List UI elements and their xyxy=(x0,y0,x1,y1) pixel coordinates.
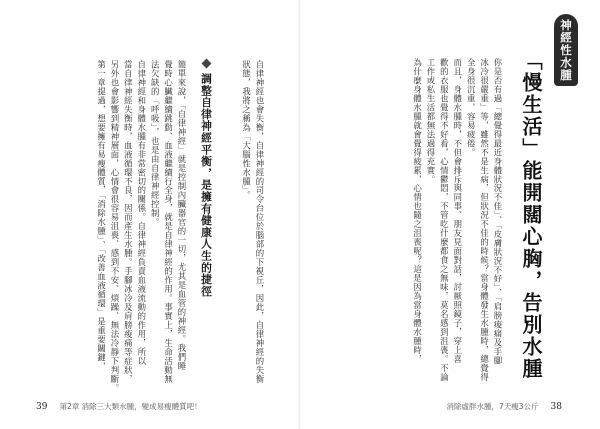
diamond-bullet-icon xyxy=(201,59,211,69)
left-main-text xyxy=(94,60,188,393)
right-page xyxy=(300,0,600,429)
text-line: 工作或私生活都無法過得充實。 xyxy=(425,58,436,184)
section-heading xyxy=(199,60,214,297)
text-line: 覺時心臟繼續跳動、血液繼續行全身，就是自律神經的作用。事實上，生命活動無 xyxy=(163,60,174,384)
running-footer: 消除虛胖水腫，7天瘦3公斤 xyxy=(446,402,539,411)
text-line: 冰冷很嚴重」等，雖然不是生病，但狀況不佳的時候？當身體發生水腫時，總覺得 xyxy=(479,58,490,382)
text-line: 而且，身體水腫時，不但會排斥與同事、朋友見面對話，討厭照鏡子，穿上喜 xyxy=(452,58,463,364)
right-body-text xyxy=(410,58,504,382)
text-line: 第一章提過，想要擁有易瘦體質，「消除水腫」、「改善血液循環」是重要關鍵， xyxy=(96,60,107,372)
running-footer: 第2章 消除三大類水腫，變成易瘦體質吧！ xyxy=(59,402,202,411)
text-line: 另外也會影響到精神層面，心情會很容易沮喪、感到不安、煩躁、無法冷靜下判斷。 xyxy=(109,60,120,393)
text-line: 你是否有過「總覺得最近身體狀況不佳」、「皮膚狀況不好」、「肩膀痠痛及手腳 xyxy=(493,58,503,365)
text-line: 當自律神經失衡時，血液循環不良，因而產生水腫。手腳冰冷及肩膀痠痛等症狀， xyxy=(123,60,134,384)
left-footer xyxy=(36,401,202,412)
chapter-title: 「慢生活」能開闊心胸，告別水腫 xyxy=(519,50,543,380)
text-line: 簡單來說，「自律神經」就是控制內臟器官的一切，尤其是血管的神經。我們睡 xyxy=(177,60,187,371)
text-line: 為什麼身體水腫就會覺得疲累，心情也隨之沮喪呢？這是因為當身體水腫時， xyxy=(412,58,423,364)
text-line: 歡的衣服也覺得不好看，心情鬱悶，不管吃什麼都食之無味，莫名感到沮喪。不論 xyxy=(439,58,450,382)
right-footer xyxy=(447,401,563,412)
text-line: 法欠缺的「呼吸」，也是由自律神經控制。 xyxy=(150,60,161,227)
text-line: 自律神經和身體水腫有非常密切的關係。自律神經負責血液流動的作用，所以 xyxy=(136,60,147,366)
text-line: 全身很沉重，容易疲倦。 xyxy=(466,58,477,157)
section-heading-text: 調整自律神經平衡，是擁有健康人生的捷徑 xyxy=(200,73,213,298)
left-intro-text xyxy=(239,60,266,384)
text-line: 自律神經也會失衡，自律神經的司令台位於腦部的下視丘，因此，自律神經的失衡 xyxy=(255,60,265,384)
text-line: 狀態，我將之稱為「大腦性水腫」。 xyxy=(241,60,252,200)
page-number: 38 xyxy=(550,402,562,412)
category-tag: 神經性水腫 xyxy=(554,14,578,86)
page-number: 39 xyxy=(36,402,48,412)
